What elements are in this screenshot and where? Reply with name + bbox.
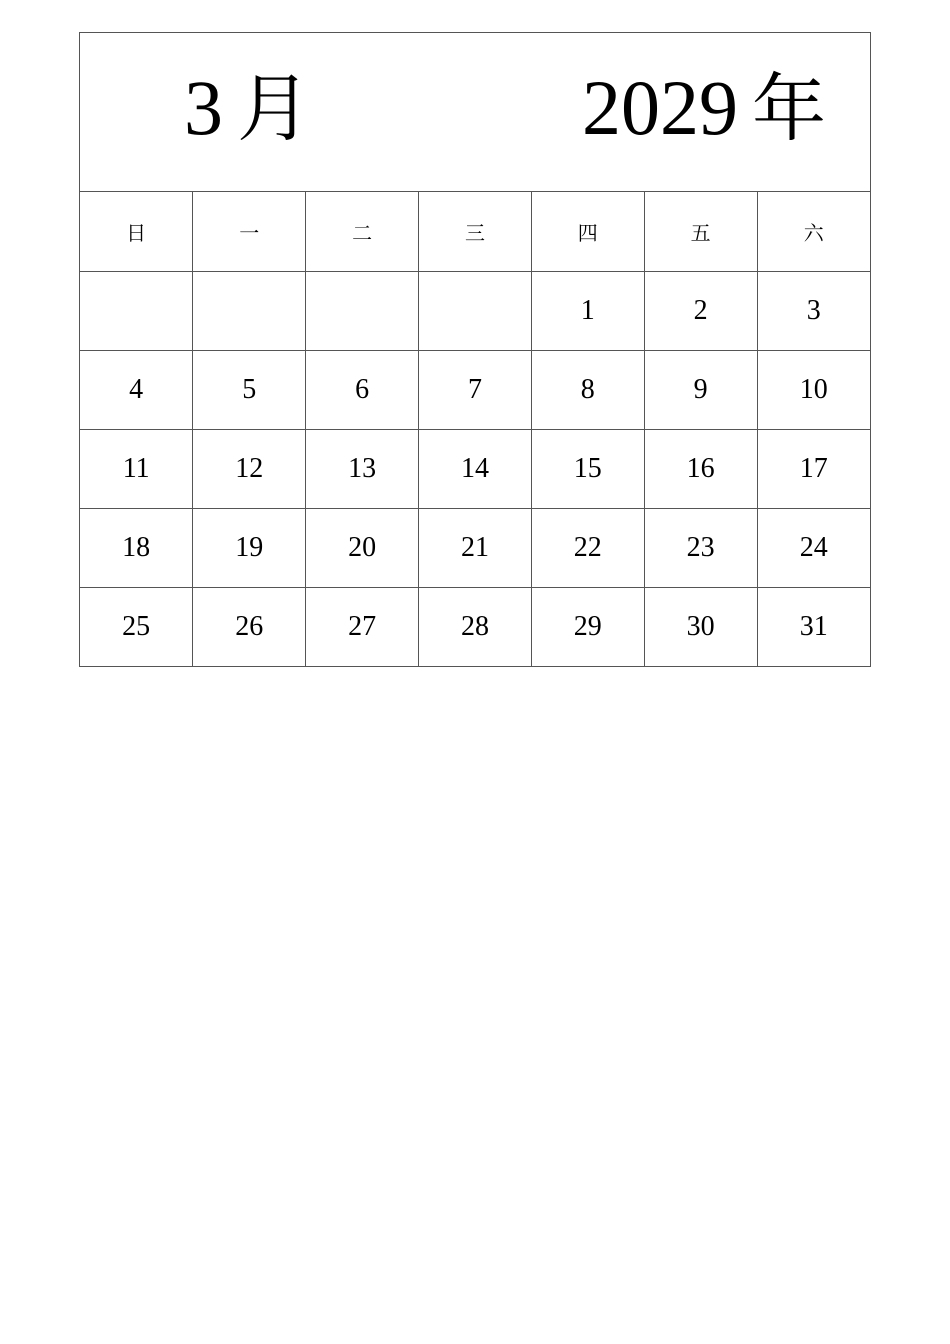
day-cell: 22 <box>531 508 644 587</box>
week-row <box>80 271 870 350</box>
weekday-monday: 一 <box>193 192 306 271</box>
year-title <box>582 64 826 152</box>
calendar-header <box>80 33 870 192</box>
day-cell: 4 <box>80 350 193 429</box>
day-cell: 16 <box>644 429 757 508</box>
weekday-wednesday: 三 <box>419 192 532 271</box>
day-cell: 24 <box>757 508 870 587</box>
week-row <box>80 508 870 587</box>
day-cell <box>80 271 193 350</box>
day-cell: 13 <box>306 429 419 508</box>
week-row <box>80 587 870 666</box>
month-suffix: 月 <box>237 66 311 152</box>
day-cell: 15 <box>531 429 644 508</box>
day-cell: 1 <box>531 271 644 350</box>
day-cell <box>306 271 419 350</box>
day-cell: 20 <box>306 508 419 587</box>
day-cell: 25 <box>80 587 193 666</box>
day-cell: 28 <box>419 587 532 666</box>
week-row <box>80 429 870 508</box>
day-cell: 10 <box>757 350 870 429</box>
day-cell: 2 <box>644 271 757 350</box>
day-cell: 27 <box>306 587 419 666</box>
day-cell: 18 <box>80 508 193 587</box>
weekday-row <box>80 192 870 271</box>
year-number: 2029 <box>582 64 738 151</box>
day-cell: 30 <box>644 587 757 666</box>
day-cell: 3 <box>757 271 870 350</box>
weekday-thursday: 四 <box>531 192 644 271</box>
day-cell: 31 <box>799 610 828 642</box>
day-cell: 19 <box>193 508 306 587</box>
day-cell: 23 <box>644 508 757 587</box>
month-number: 3 <box>184 64 223 151</box>
calendar-grid <box>80 192 870 666</box>
day-cell: 5 <box>193 350 306 429</box>
day-cell: 8 <box>531 350 644 429</box>
day-cell: 6 <box>306 350 419 429</box>
day-cell: 9 <box>644 350 757 429</box>
day-cell <box>419 271 532 350</box>
day-cell: 26 <box>193 587 306 666</box>
weekday-sunday: 日 <box>80 192 193 271</box>
month-title <box>184 64 311 152</box>
weekday-friday: 五 <box>644 192 757 271</box>
day-cell: 7 <box>419 350 532 429</box>
day-cell: 21 <box>419 508 532 587</box>
day-cell: 14 <box>419 429 532 508</box>
weekday-tuesday: 二 <box>306 192 419 271</box>
week-row <box>80 350 870 429</box>
day-cell: 17 <box>757 429 870 508</box>
day-cell <box>193 271 306 350</box>
day-cell: 12 <box>193 429 306 508</box>
calendar <box>79 32 871 667</box>
year-suffix: 年 <box>752 66 826 152</box>
day-cell: 11 <box>80 429 193 508</box>
weekday-saturday: 六 <box>757 192 870 271</box>
day-cell: 29 <box>531 587 644 666</box>
